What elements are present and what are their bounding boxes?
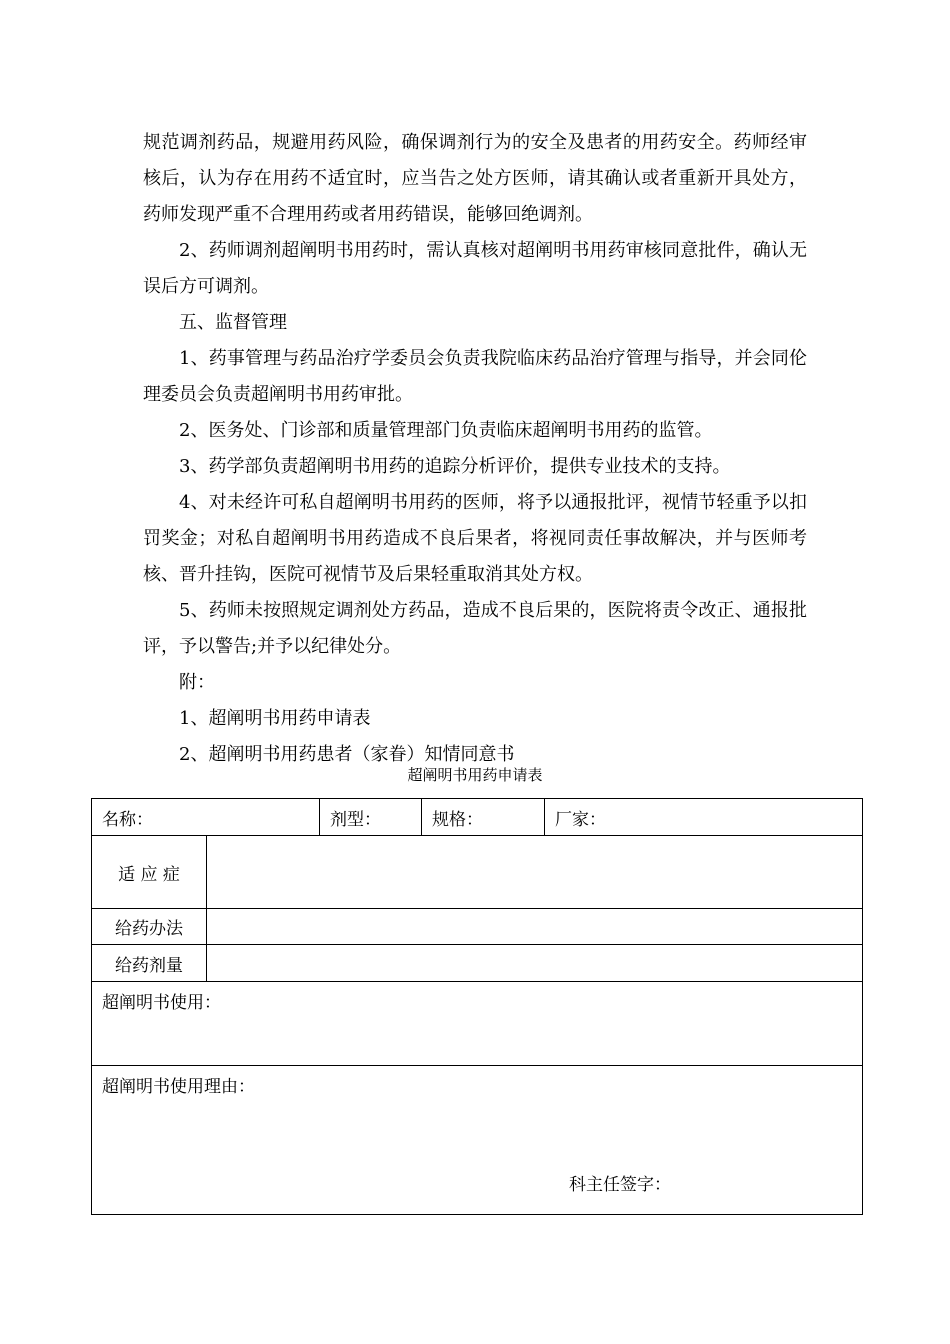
name-field[interactable]: [92, 799, 320, 836]
off-label-use-field[interactable]: [92, 982, 863, 1066]
indication-label: 适 应 症: [92, 836, 207, 909]
name-label: 名称：: [102, 809, 153, 830]
director-signature-label: 科主任签字：: [569, 1175, 671, 1195]
manufacturer-field[interactable]: [545, 799, 863, 836]
paragraph-pharmacy-department: 3、药学部负责超阐明书用药的追踪分析评价，提供专业技术的支持。: [179, 456, 731, 477]
paragraph-pharmacist-penalties: 5、药师未按照规定调剂处方药品，造成不良后果的，医院将责令改正、通报批评，予以警告;并予以纪律处分。: [143, 600, 807, 657]
attachment-heading: 附：: [179, 672, 215, 693]
administration-field[interactable]: [207, 909, 863, 945]
paragraph-committee: 1、药事管理与药品治疗学委员会负责我院临床药品治疗管理与指导，并会同伦理委员会负责超阐明书用药审批。: [143, 348, 807, 405]
application-form-table: [91, 798, 863, 1215]
paragraph-dispensing-review: 规范调剂药品，规避用药风险，确保调剂行为的安全及患者的用药安全。药师经审核后，认为存在用药不适宜时，应当告之处方医师，请其确认或者重新开具处方，药师发现严重不合理用药或者用药错误，能够回绝调剂。: [143, 132, 807, 225]
indication-field[interactable]: [207, 836, 863, 909]
section-heading-supervision: 五、监督管理: [179, 312, 287, 333]
off-label-reason-label: 超阐明书使用理由：: [102, 1077, 255, 1097]
dosage-form-field[interactable]: [320, 799, 422, 836]
manufacturer-label: 厂家：: [555, 809, 606, 830]
spec-field[interactable]: [422, 799, 545, 836]
administration-label: 给药办法: [92, 909, 207, 945]
attachment-item-consent-form: 2、超阐明书用药患者（家眷）知情同意书: [179, 744, 515, 765]
attachment-item-application-form: 1、超阐明书用药申请表: [179, 708, 371, 729]
dose-label: 给药剂量: [92, 945, 207, 982]
dosage-form-label: 剂型：: [330, 809, 381, 830]
off-label-reason-field[interactable]: [92, 1066, 863, 1215]
paragraph-medical-affairs: 2、医务处、门诊部和质量管理部门负责临床超阐明书用药的监管。: [179, 420, 713, 441]
off-label-use-label: 超阐明书使用：: [102, 993, 221, 1013]
form-title: 超阐明书用药申请表: [407, 766, 543, 784]
paragraph-pharmacist-dispensing: 2、药师调剂超阐明书用药时，需认真核对超阐明书用药审核同意批件，确认无误后方可调剂。: [143, 240, 807, 297]
dose-field[interactable]: [207, 945, 863, 982]
paragraph-penalties: 4、对未经许可私自超阐明书用药的医师，将予以通报批评，视情节轻重予以扣罚奖金；对私自超阐明书用药造成不良后果者，将视同责任事故解决，并与医师考核、晋升挂钩，医院可视情节及后果轻重取消其处方权。: [143, 492, 807, 585]
spec-label: 规格：: [432, 809, 483, 830]
